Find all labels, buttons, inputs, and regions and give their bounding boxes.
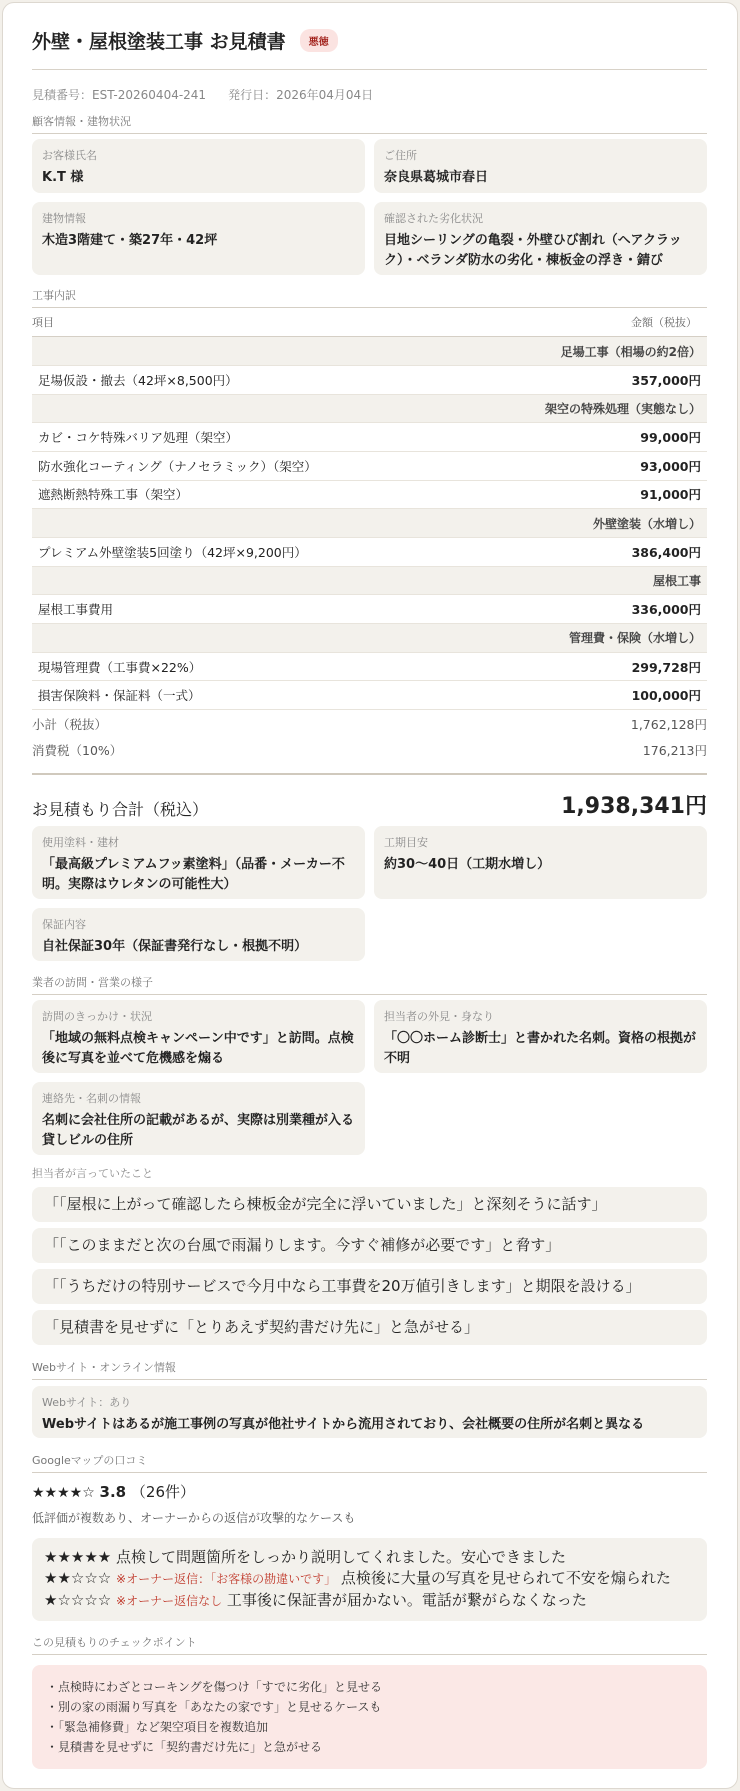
contact-label: 連絡先・名刺の情報: [42, 1092, 141, 1106]
category-label: 外壁塗装（水増し）: [32, 509, 707, 538]
item-name: 損害保険料・保証料（一式）: [32, 681, 559, 710]
visit-trigger-label: 訪問のきっかけ・状況: [42, 1010, 152, 1024]
review-stars: ★☆☆☆☆: [44, 1591, 112, 1610]
item-amount: 99,000円: [559, 423, 707, 452]
contact-value: 名刺に会社住所の記載があるが、実際は別業種が入る貸しビルの住所: [42, 1113, 355, 1149]
section-checkpoints: この見積もりのチェックポイント: [32, 1634, 707, 1655]
item-name: 足場仮設・撤去（42坪×8,500円）: [32, 365, 559, 394]
estimate-meta: [32, 86, 707, 103]
quote-item: 「「屋根に上がって確認したら棟板金が完全に浮いていました」と深刻そうに話す」: [32, 1187, 707, 1222]
quote-item: 「「うちだけの特別サービスで今月中なら工事費を20万値引きします」と期限を設ける」: [32, 1269, 707, 1304]
customer-name-box: [32, 139, 365, 193]
rating-summary: [32, 1481, 707, 1502]
rating-stars: ★★★★☆: [32, 1485, 95, 1502]
subtotal-value: 1,762,128円: [630, 717, 707, 733]
customer-grid: [32, 139, 707, 275]
material-box: [32, 826, 365, 899]
status-badge: 悪徳: [300, 29, 338, 52]
item-amount: 336,000円: [559, 595, 707, 624]
review-text: 点検して問題箇所をしっかり説明してくれました。安心できました: [116, 1548, 567, 1567]
building-info: 木造3階建て・築27年・42坪: [42, 233, 218, 248]
category-row: [32, 624, 707, 653]
period-box: [374, 826, 707, 899]
item-name: プレミアム外壁塗装5回塗り（42坪×9,200円）: [32, 538, 559, 567]
section-visit: 業者の訪問・営業の様子: [32, 974, 707, 995]
total-value: 1,938,341円: [561, 794, 707, 820]
warranty-box: [32, 908, 365, 961]
estimate-document: [2, 2, 738, 1789]
period-value: 約30〜40日（工期水増し）: [384, 857, 551, 873]
table-header-row: [32, 308, 707, 337]
period-label: 工期目安: [384, 836, 428, 850]
customer-name-label: お客様氏名: [42, 149, 97, 162]
table-row: [32, 595, 707, 624]
category-row: [32, 394, 707, 423]
item-amount: 93,000円: [559, 451, 707, 480]
document-title: 外壁・屋根塗装工事 お見積書: [32, 31, 286, 53]
visit-trigger: 「地域の無料点検キャンペーン中です」と訪問。点検後に写真を並べて危機感を煽る: [42, 1031, 354, 1067]
item-name: 屋根工事費用: [32, 595, 559, 624]
item-amount: 299,728円: [559, 652, 707, 681]
appearance-value: 「〇〇ホーム診断士」と書かれた名刺。資格の根拠が不明: [384, 1031, 697, 1067]
breakdown-table: [32, 308, 707, 710]
appearance-label: 担当者の外見・身なり: [384, 1010, 494, 1024]
total-row: [32, 773, 707, 820]
item-name: カビ・コケ特殊バリア処理（架空）: [32, 423, 559, 452]
estimate-number: 見積番号：EST-20260404-241: [32, 88, 207, 102]
visit-trigger-box: [32, 1000, 365, 1073]
building-info-box: [32, 202, 365, 275]
checkpoint-item: ・「緊急補修費」など架空項目を複数追加: [46, 1720, 269, 1735]
quote-item: 「「このままだと次の台風で雨漏りします。今すぐ補修が必要です」と脅す」: [32, 1228, 707, 1263]
review-item: [44, 1547, 695, 1568]
category-label: 足場工事（相場の約2倍）: [32, 337, 707, 366]
tax-row: [32, 737, 707, 763]
item-name: 防水強化コーティング（ナノセラミック）（架空）: [32, 451, 559, 480]
website-label: Webサイト：あり: [42, 1396, 132, 1410]
customer-address: 奈良県葛城市春日: [384, 170, 489, 185]
checkpoint-item: ・点検時にわざとコーキングを傷つけ「すでに劣化」と見せる: [46, 1680, 383, 1695]
website-box: [32, 1386, 707, 1438]
category-label: 架空の特殊処理（実態なし）: [32, 394, 707, 423]
item-name: 遮熱断熱特殊工事（架空）: [32, 480, 559, 509]
review-stars: ★★☆☆☆: [44, 1569, 112, 1588]
document-header: [32, 27, 707, 70]
item-name: 現場管理費（工事費×22%）: [32, 652, 559, 681]
material-value: 「最高級プレミアムフッ素塗料」（品番・メーカー不明。実際はウレタンの可能性大）: [42, 857, 345, 893]
section-breakdown: 工事内訳: [32, 287, 707, 308]
total-label: お見積もり合計（税込）: [32, 800, 209, 820]
review-count: （26件）: [130, 1483, 195, 1502]
owner-reply: ※オーナー返信なし: [116, 1594, 223, 1609]
section-reviews: Googleマップの口コミ: [32, 1452, 707, 1473]
checkpoint-item: ・見積書を見せずに「契約書だけ先に」と急がせる: [46, 1740, 323, 1755]
review-stars: ★★★★★: [44, 1548, 112, 1567]
review-item: [44, 1590, 695, 1612]
warranty-label: 保証内容: [42, 918, 86, 932]
contact-box: [32, 1082, 365, 1155]
column-header-item: 項目: [32, 308, 559, 337]
review-note: 低評価が複数あり、オーナーからの返信が攻撃的なケースも: [32, 1511, 356, 1526]
checkpoint-list: [32, 1665, 707, 1769]
item-amount: 100,000円: [559, 681, 707, 710]
category-label: 屋根工事: [32, 566, 707, 595]
material-label: 使用塗料・建材: [42, 836, 119, 850]
customer-address-label: ご住所: [384, 149, 417, 162]
reviews-list: [32, 1538, 707, 1621]
category-label: 管理費・保険（水増し）: [32, 624, 707, 653]
website-value: Webサイトはあるが施工事例の写真が他社サイトから流用されており、会社概要の住所が名刺と異なる: [42, 1417, 645, 1433]
table-row: [32, 365, 707, 394]
visit-grid: [32, 1000, 707, 1155]
quotes-list: [32, 1187, 707, 1345]
customer-address-box: [374, 139, 707, 193]
table-row: [32, 538, 707, 567]
table-row: [32, 451, 707, 480]
item-amount: 357,000円: [559, 365, 707, 394]
review-text: 点検後に大量の写真を見せられて不安を煽られた: [340, 1569, 671, 1588]
item-amount: 386,400円: [559, 538, 707, 567]
subtotal-label: 小計（税抜）: [32, 717, 108, 733]
table-row: [32, 423, 707, 452]
table-row: [32, 681, 707, 710]
issue-date: 発行日：2026年04月04日: [228, 88, 374, 102]
table-row: [32, 480, 707, 509]
checkpoint-item: ・別の家の雨漏り写真を「あなたの家です」と見せるケースも: [46, 1700, 382, 1715]
damage-status: 目地シーリングの亀裂・外壁ひび割れ（ヘアクラック）・ベランダ防水の劣化・棟板金の浮き・錆び: [384, 233, 682, 268]
building-info-label: 建物情報: [42, 212, 86, 225]
column-header-amount: 金額（税抜）: [559, 308, 707, 337]
appearance-box: [374, 1000, 707, 1073]
review-item: [44, 1568, 695, 1590]
damage-label: 確認された劣化状況: [384, 212, 483, 225]
category-row: [32, 566, 707, 595]
tax-label: 消費税（10%）: [32, 743, 123, 759]
section-website: Webサイト・オンライン情報: [32, 1359, 707, 1380]
tax-value: 176,213円: [642, 743, 707, 759]
subtotal-row: [32, 711, 707, 737]
category-row: [32, 509, 707, 538]
review-text: 工事後に保証書が届かない。電話が繋がらなくなった: [226, 1591, 587, 1610]
customer-name: K.T 様: [42, 170, 84, 185]
category-row: [32, 337, 707, 366]
details-grid: [32, 826, 707, 961]
damage-box: [374, 202, 707, 275]
owner-reply: ※オーナー返信：「お客様の勘違いです」: [116, 1572, 337, 1587]
item-amount: 91,000円: [559, 480, 707, 509]
table-row: [32, 652, 707, 681]
rating-score: 3.8: [99, 1483, 127, 1502]
quote-item: 「見積書を見せずに「とりあえず契約書だけ先に」と急がせる」: [32, 1310, 707, 1345]
warranty-value: 自社保証30年（保証書発行なし・根拠不明）: [42, 939, 308, 955]
section-customer: 顧客情報・建物状況: [32, 113, 707, 134]
section-quotes: 担当者が言っていたこと: [32, 1167, 153, 1181]
